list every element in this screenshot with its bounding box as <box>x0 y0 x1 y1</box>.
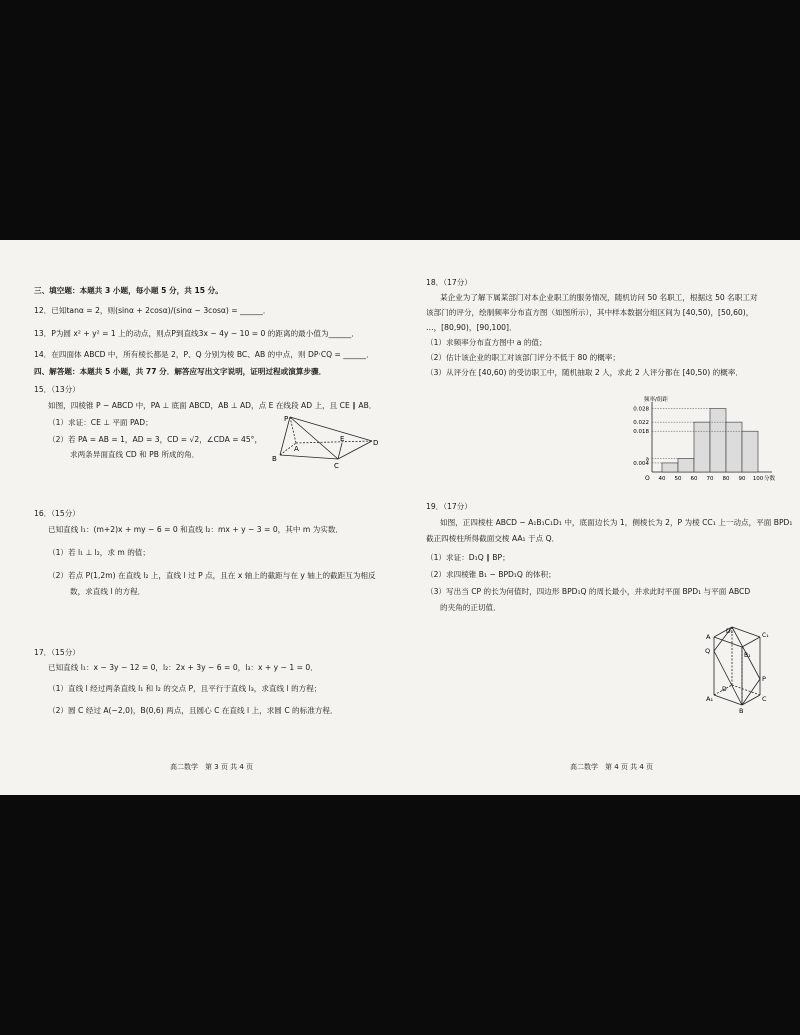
origin-label: O <box>645 475 650 482</box>
question-18-part-1: （1）求频率分布直方图中 a 的值； <box>426 338 547 347</box>
label-D: D <box>373 439 379 447</box>
x-tick-label: 50 <box>674 476 682 482</box>
y-tick-label: 0.004 <box>633 460 649 467</box>
question-17-heading: 17．（15分） <box>34 648 80 657</box>
label-A: A <box>706 633 711 641</box>
question-17-part-2: （2）圆 C 经过 A(−2,0)，B(0,6) 两点，且圆心 C 在直线 l 上，求圆 C 的标准方程． <box>48 706 338 715</box>
label-P: P <box>284 415 289 423</box>
question-19-part-3b: 的夹角的正切值． <box>440 603 501 612</box>
y-tick-label: 0.028 <box>633 406 649 413</box>
label-E: E <box>340 435 345 443</box>
x-tick-label: 70 <box>706 476 714 482</box>
page-4-footer: 高二数学 第 4 页 共 4 页 <box>570 763 654 771</box>
question-17-part-1: （1）直线 l 经过两条直线 l₁ 和 l₂ 的交点 P，且平行于直线 l₃，求直线 l 的方程； <box>48 684 322 693</box>
label-D1: D₁ <box>726 628 734 635</box>
y-tick-label: a <box>645 456 649 463</box>
question-16-heading: 16．（15分） <box>34 509 80 518</box>
question-14: 14．在四面体 ABCD 中，所有棱长都是 2，P、Q 分别为棱 BC、AB 的中点，则 DP·CQ = ______． <box>34 350 374 359</box>
question-16-intro: 已知直线 l₁：(m+2)x + my − 6 = 0 和直线 l₂：mx + y − 3 = 0，其中 m 为实数． <box>48 525 344 534</box>
question-18-line-3: …，[80,90)，[90,100]． <box>426 323 517 332</box>
label-A: A <box>294 445 299 453</box>
question-12: 12．已知tanα = 2，则(sinα + 2cosα)/(sinα − 3cosα) = ______． <box>34 306 271 315</box>
x-tick-label: 60 <box>690 476 698 482</box>
label-Q: Q <box>705 647 711 655</box>
histogram-bar <box>710 409 726 472</box>
question-19-part-1: （1）求证：D₁Q ∥ BP； <box>426 553 510 562</box>
x-tick-label: 80 <box>722 476 730 482</box>
histogram-bar <box>726 422 742 472</box>
label-C: C <box>334 462 339 469</box>
histogram-bar <box>662 463 678 472</box>
question-18-part-2: （2）估计该企业的职工对该部门评分不低于 80 的概率； <box>426 353 620 362</box>
label-P: P <box>762 675 766 683</box>
label-C: C <box>762 695 767 703</box>
question-19-line-2: 截正四棱柱所得截面交棱 AA₁ 于点 Q． <box>426 534 560 543</box>
question-18-part-3: （3）从评分在 [40,60) 的受访职工中，随机抽取 2 人，求此 2 人评分都在 [40,50) 的概率． <box>426 368 743 377</box>
histogram-bar <box>678 458 694 472</box>
histogram-bar <box>694 422 710 472</box>
page-4 <box>400 240 800 795</box>
question-19-line-1: 如图，正四棱柱 ABCD − A₁B₁C₁D₁ 中，底面边长为 1，侧棱长为 2，P 为棱 CC₁ 上一动点，平面 BPD₁ <box>440 518 793 527</box>
question-15-part-2b: 求两条异面直线 CD 和 PB 所成的角． <box>70 450 200 459</box>
question-19-heading: 19．（17分） <box>426 502 472 511</box>
question-18-line-1: 某企业为了解下属某部门对本企业职工的服务情况，随机访问 50 名职工，根据这 50 名职工对 <box>440 293 758 302</box>
question-15-part-2a: （2）若 PA = AB = 1，AD = 3，CD = √2，∠CDA = 45°， <box>48 435 263 444</box>
y-tick-label: 0.018 <box>633 429 649 436</box>
section-3-heading: 三、填空题：本题共 3 小题，每小题 5 分，共 15 分。 <box>34 286 223 295</box>
question-18-heading: 18．（17分） <box>426 278 472 287</box>
histogram-bar <box>742 431 758 472</box>
y-tick-label: 0.022 <box>633 420 649 427</box>
question-15-part-1: （1）求证：CE ⊥ 平面 PAD； <box>48 418 153 427</box>
question-16-part-1: （1）若 l₁ ⊥ l₂，求 m 的值； <box>48 548 150 557</box>
section-4-heading: 四、解答题：本题共 5 小题，共 77 分．解答应写出文字说明，证明过程或演算步骤． <box>34 367 327 376</box>
exam-paper <box>0 240 800 795</box>
label-A1: A₁ <box>706 695 714 703</box>
page-3-footer: 高二数学 第 3 页 共 4 页 <box>170 763 254 771</box>
label-D: D <box>722 686 727 693</box>
x-axis-label: 分数 <box>764 476 776 482</box>
question-18-line-2: 该部门的评分，绘制频率分布直方图（如图所示），其中样本数据分组区间为 [40,50)，[50,60)， <box>426 308 754 317</box>
question-16-part-2a: （2）若点 P(1,2m) 在直线 l₂ 上，直线 l 过 P 点，且在 x 轴上的截距与在 y 轴上的截距互为相反 <box>48 571 376 580</box>
question-13: 13．P为圆 x² + y² = 1 上的动点，则点P到直线3x − 4y − 10 = 0 的距离的最小值为______． <box>34 329 359 338</box>
question-15-heading: 15．（13分） <box>34 385 80 394</box>
question-19-part-3a: （3）写出当 CP 的长为何值时，四边形 BPD₁Q 的周长最小，并求此时平面 BPD₁ 与平面 ABCD <box>426 587 751 596</box>
x-tick-label: 90 <box>738 476 746 482</box>
prism-figure <box>702 625 782 713</box>
x-tick-label: 40 <box>658 476 666 482</box>
label-B: B <box>739 707 744 713</box>
question-19-part-2: （2）求四棱锥 B₁ − BPD₁Q 的体积； <box>426 570 556 579</box>
question-17-intro: 已知直线 l₁：x − 3y − 12 = 0，l₂：2x + 3y − 6 = 0，l₃：x + y − 1 = 0． <box>48 663 318 672</box>
page-3 <box>0 240 400 795</box>
x-tick-label: 100 <box>752 476 764 482</box>
label-C1: C₁ <box>762 632 769 639</box>
y-axis-label: 频率/组距 <box>644 397 668 403</box>
label-B1: B₁ <box>744 652 751 659</box>
frequency-histogram <box>608 392 800 490</box>
pyramid-figure <box>266 413 382 469</box>
question-15-intro: 如图，四棱锥 P − ABCD 中，PA ⊥ 底面 ABCD，AB ⊥ AD，点 E 在线段 AD 上，且 CE ∥ AB． <box>48 401 377 410</box>
label-B: B <box>272 455 277 463</box>
question-16-part-2b: 数，求直线 l 的方程． <box>70 587 146 596</box>
